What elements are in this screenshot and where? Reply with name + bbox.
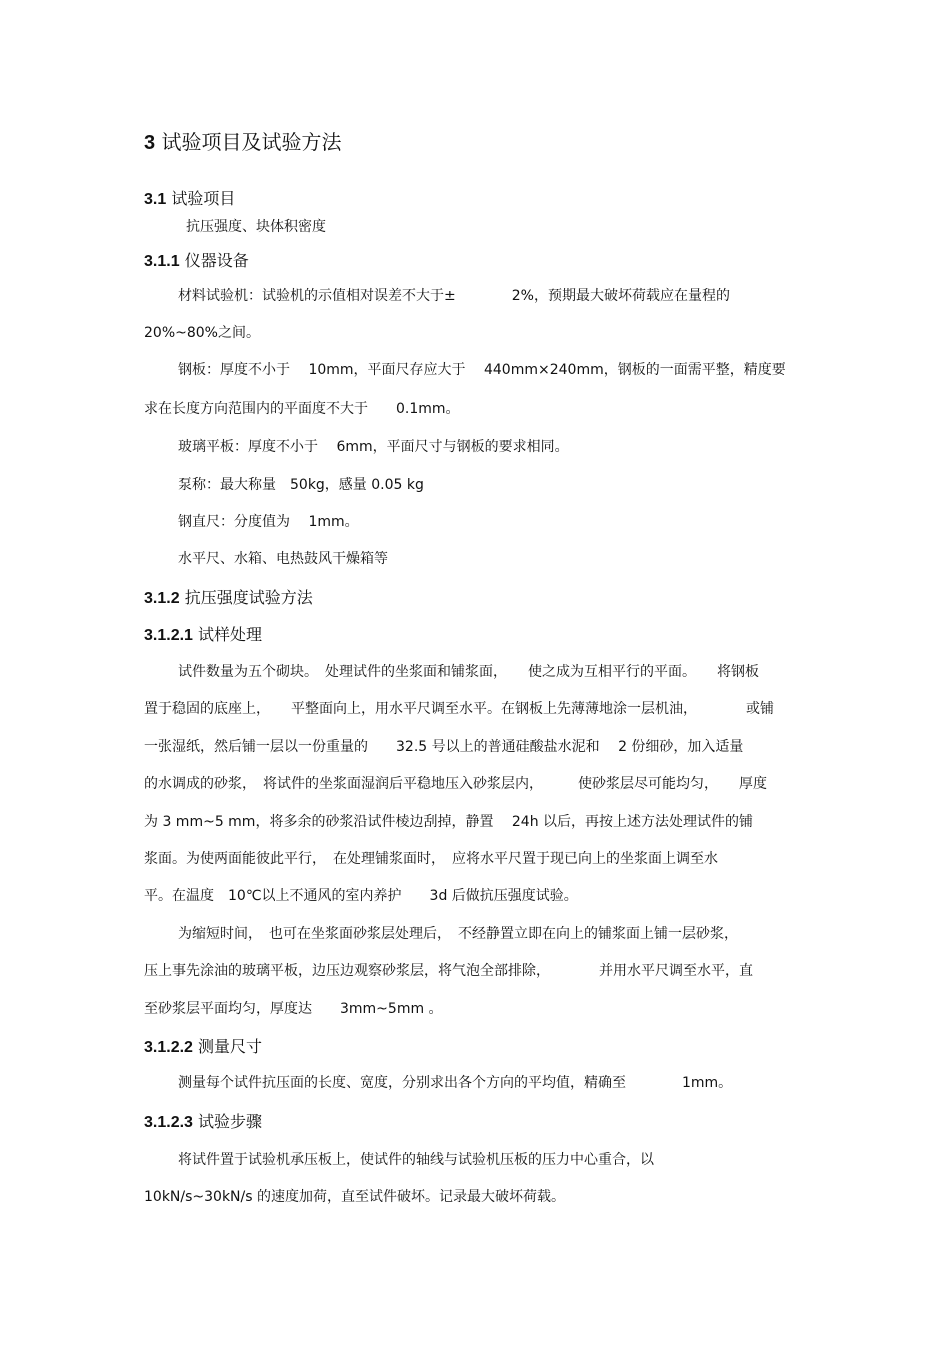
heading-number: 3.1.2.3 xyxy=(144,1114,193,1131)
heading-number: 3.1.2.2 xyxy=(144,1039,193,1056)
heading-3-1-2-1 xyxy=(144,623,808,648)
scale-line: 泵称：最大称量 50kg，感量 0.05 kg xyxy=(178,477,424,493)
shorten-line-1: 为缩短时间， 也可在坐浆面砂浆层处理后， 不经静置立即在向上的铺浆面上铺一层砂浆， xyxy=(178,926,738,942)
heading-3-1-1 xyxy=(144,249,808,274)
heading-text: 试样处理 xyxy=(198,625,263,644)
heading-text: 抗压强度试验方法 xyxy=(184,588,313,607)
shorten-line-2: 压上事先涂油的玻璃平板，边压边观察砂浆层，将气泡全部排除， 并用水平尺调至水平，直 xyxy=(144,963,753,979)
heading-3-1-2-2 xyxy=(144,1035,808,1060)
prep-line-1: 试件数量为五个砌块。 处理试件的坐浆面和铺浆面， 使之成为互相平行的平面。 将钢板 xyxy=(178,664,759,680)
prep-line-3: 一张湿纸，然后铺一层以一份重量的 32.5 号以上的普通硅酸盐水泥和 2 份细砂，加入适量 xyxy=(144,739,744,755)
heading-text: 试验步骤 xyxy=(198,1112,263,1131)
step-line-1: 将试件置于试验机承压板上，使试件的轴线与试验机压板的压力中心重合，以 xyxy=(178,1152,654,1168)
heading-number: 3.1 xyxy=(144,191,167,208)
measure-line: 测量每个试件抗压面的长度、宽度，分别求出各个方向的平均值，精确至 1mm。 xyxy=(178,1075,733,1091)
machine-line-2: 20%~80%之间。 xyxy=(144,325,260,341)
heading-3-1 xyxy=(144,187,808,212)
heading-3-1-2-3 xyxy=(144,1110,808,1135)
heading-3-1-2 xyxy=(144,586,808,611)
heading-text: 试验项目 xyxy=(171,189,236,208)
glass-line: 玻璃平板：厚度不小于 6mm，平面尺寸与钢板的要求相同。 xyxy=(178,439,569,455)
step-line-2: 10kN/s~30kN/s 的速度加荷，直至试件破坏。记录最大破坏荷载。 xyxy=(144,1189,565,1205)
test-items-line: 抗压强度、块体积密度 xyxy=(186,219,326,235)
prep-line-2: 置于稳固的底座上， 平整面向上，用水平尺调至水平。在钢板上先薄薄地涂一层机油， 或铺 xyxy=(144,701,774,717)
heading-text: 试验项目及试验方法 xyxy=(161,130,342,154)
heading-3 xyxy=(144,128,808,157)
heading-number: 3.1.1 xyxy=(144,253,180,270)
heading-number: 3.1.2 xyxy=(144,590,180,607)
others-line: 水平尺、水箱、电热鼓风干燥箱等 xyxy=(178,551,388,567)
shorten-line-3: 至砂浆层平面均匀，厚度达 3mm~5mm 。 xyxy=(144,1001,443,1017)
ruler-line: 钢直尺：分度值为 1mm。 xyxy=(178,514,359,530)
prep-line-7: 平。在温度 10℃以上不通风的室内养护 3d 后做抗压强度试验。 xyxy=(144,888,578,904)
prep-line-5: 为 3 mm~5 mm，将多余的砂浆沿试件棱边刮掉，静置 24h 以后，再按上述方法处理试件的铺 xyxy=(144,814,754,830)
heading-number: 3 xyxy=(144,132,156,154)
steel-line-1: 钢板：厚度不小于 10mm，平面尺存应大于 440mm×240mm，钢板的一面需平整，精度要 xyxy=(178,362,786,378)
heading-number: 3.1.2.1 xyxy=(144,627,193,644)
prep-line-6: 浆面。为使两面能彼此平行， 在处理铺浆面时， 应将水平尺置于现已向上的坐浆面上调至水 xyxy=(144,851,718,867)
steel-line-2: 求在长度方向范围内的平面度不大于 0.1mm。 xyxy=(144,401,460,417)
prep-line-4: 的水调成的砂浆， 将试件的坐浆面湿润后平稳地压入砂浆层内， 使砂浆层尽可能均匀， 厚度 xyxy=(144,776,767,792)
heading-text: 测量尺寸 xyxy=(198,1037,263,1056)
machine-line-1: 材料试验机：试验机的示值相对误差不大于± 2%，预期最大破坏荷载应在量程的 xyxy=(178,288,730,304)
heading-text: 仪器设备 xyxy=(184,251,249,270)
